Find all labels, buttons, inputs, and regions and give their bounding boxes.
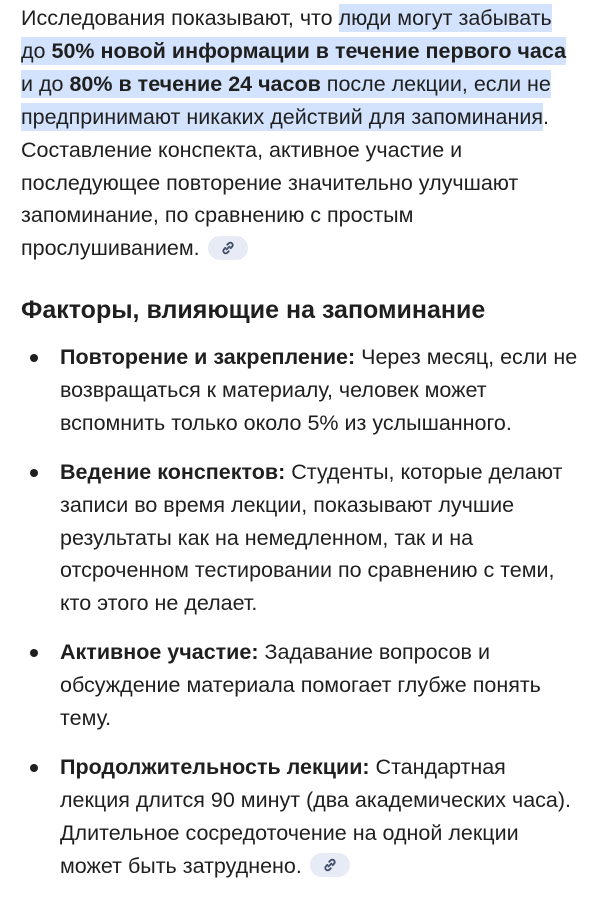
- intro-lead-text: Исследования показывают, что: [21, 6, 339, 30]
- highlight-bold-2: 80% в течение 24 часов: [69, 71, 321, 96]
- factor-title: Продолжительность лекции:: [60, 754, 370, 779]
- bullet-icon: [30, 764, 38, 772]
- list-item: [21, 341, 581, 440]
- bullet-icon: [30, 649, 38, 657]
- bullet-icon: [30, 469, 38, 477]
- intro-paragraph: [21, 2, 581, 265]
- list-item: [21, 456, 581, 621]
- bullet-icon: [30, 354, 38, 362]
- factor-text: Через месяц, если не возвращаться к материалу, человек может вспомнить только около 5% из услышанного.: [60, 345, 578, 435]
- list-item: [21, 636, 581, 735]
- highlight-bold-1: 50% новой информации в течение первого часа: [51, 38, 567, 63]
- factor-title: Повторение и закрепление:: [60, 345, 356, 369]
- highlight-text-1: люди могут забывать до: [21, 6, 552, 63]
- factor-text: Задавание вопросов и обсуждение материала помогает глубже понять тему.: [60, 640, 541, 731]
- source-link-chip[interactable]: [310, 853, 350, 877]
- link-icon: [220, 240, 236, 256]
- section-heading: Факторы, влияющие на запоминание: [21, 296, 486, 324]
- response-content: [21, 0, 581, 878]
- factor-text: Стандартная лекция длится 90 минут (два академических часа). Длительное сосредоточение на одной лекции может быть затруднено.: [60, 754, 571, 878]
- highlight-text-3: после лекции, если не предпринимают никаких действий для запоминания: [21, 71, 551, 129]
- link-icon: [322, 857, 338, 873]
- factor-title: Активное участие:: [60, 640, 259, 665]
- intro-tail-text: . Составление конспекта, активное участие и последующее повторение значительно улучшают запоминание, по сравнению с простым прослушиванием.: [21, 104, 549, 261]
- list-item: [21, 751, 581, 883]
- highlight-text-2: и до: [21, 71, 70, 96]
- factor-text: Студенты, которые делают записи во время лекции, показывают лучшие результаты как на немедленном, так и на отсроченном тестировании по сравнению с теми, кто этого не делает.: [60, 459, 563, 616]
- source-link-chip[interactable]: [208, 236, 248, 260]
- factor-title: Ведение конспектов:: [60, 459, 286, 484]
- factors-list: [21, 341, 581, 899]
